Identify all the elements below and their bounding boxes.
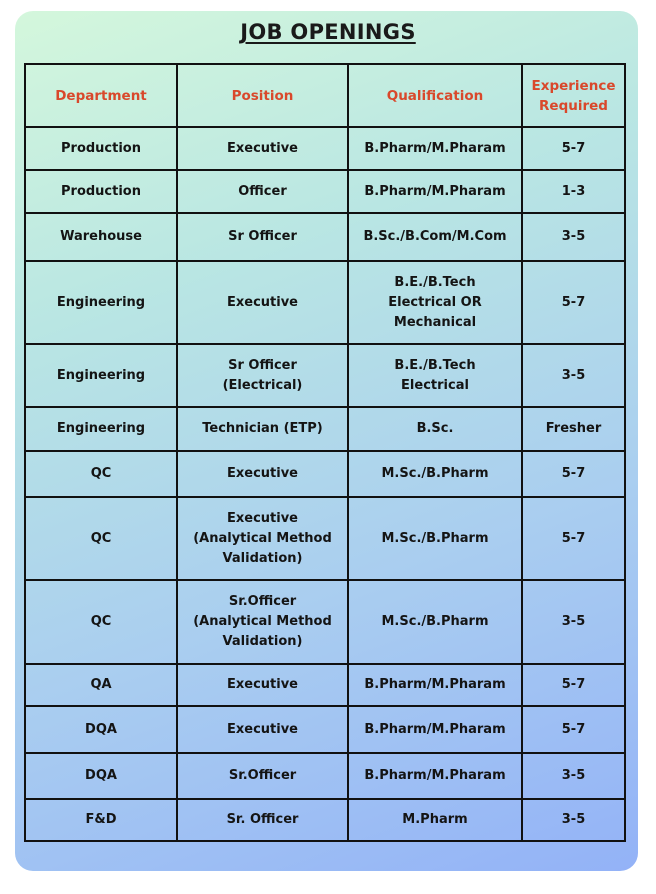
cell-position	[177, 213, 348, 261]
cell-qualification-line: B.Pharm/M.Pharam	[364, 183, 506, 199]
cell-position-line: Technician (ETP)	[202, 421, 323, 436]
cell-qualification-line: B.Pharm/M.Pharam	[364, 721, 506, 737]
cell-experience: 5-7	[522, 497, 625, 580]
cell-experience: 3-5	[522, 753, 625, 799]
cell-position-line: Sr.Officer	[228, 768, 297, 783]
cell-experience: 3-5	[522, 580, 625, 664]
cell-department: Warehouse	[25, 213, 177, 261]
cell-department: Production	[25, 170, 177, 213]
cell-position-line: Sr.Officer	[228, 594, 297, 609]
cell-qualification-line: B.Sc.	[416, 421, 454, 436]
header-experience	[522, 64, 625, 127]
cell-qualification-line: B.E./B.Tech	[394, 357, 476, 373]
cell-experience: 3-5	[522, 799, 625, 841]
cell-position-line: Officer	[238, 183, 287, 199]
table-row	[25, 580, 625, 664]
cell-position-line: (Electrical)	[222, 377, 303, 393]
cell-department: Engineering	[25, 344, 177, 407]
cell-position	[177, 497, 348, 580]
cell-position-line: Validation)	[222, 550, 303, 566]
page-title: JOB OPENINGS	[240, 20, 416, 44]
cell-qualification-line: M.Sc./B.Pharm	[381, 530, 489, 546]
cell-qualification	[348, 580, 522, 664]
table-row	[25, 753, 625, 799]
cell-qualification-line: B.Pharm/M.Pharam	[364, 768, 506, 783]
cell-position-line: Sr. Officer	[226, 812, 299, 827]
cell-position-line: Sr Officer	[228, 229, 297, 244]
cell-position	[177, 407, 348, 451]
cell-position	[177, 799, 348, 841]
table-row	[25, 170, 625, 213]
cell-qualification	[348, 706, 522, 753]
cell-qualification	[348, 407, 522, 451]
cell-position-line: Executive	[226, 466, 298, 481]
cell-position-line: (Analytical Method	[193, 530, 332, 546]
cell-qualification-line: B.Sc./B.Com/M.Com	[363, 229, 507, 244]
cell-qualification	[348, 213, 522, 261]
cell-department: DQA	[25, 706, 177, 753]
cell-position	[177, 664, 348, 706]
cell-experience: 5-7	[522, 706, 625, 753]
table-row	[25, 213, 625, 261]
cell-position	[177, 261, 348, 344]
cell-department: QC	[25, 497, 177, 580]
table-row	[25, 799, 625, 841]
cell-position	[177, 344, 348, 407]
cell-position	[177, 127, 348, 170]
table-row	[25, 664, 625, 706]
cell-experience: 5-7	[522, 127, 625, 170]
cell-position-line: Executive	[226, 721, 298, 737]
cell-qualification-line: M.Sc./B.Pharm	[381, 466, 489, 481]
cell-department: QC	[25, 451, 177, 497]
table-row	[25, 497, 625, 580]
cell-experience: 3-5	[522, 344, 625, 407]
cell-qualification	[348, 664, 522, 706]
table-row	[25, 407, 625, 451]
header-position: Position	[177, 64, 348, 127]
cell-experience: 5-7	[522, 664, 625, 706]
table-row	[25, 344, 625, 407]
table-row	[25, 706, 625, 753]
header-experience-line1: Experience	[531, 77, 616, 94]
cell-qualification	[348, 497, 522, 580]
cell-qualification-line: M.Pharm	[402, 812, 468, 827]
cell-department: Engineering	[25, 407, 177, 451]
cell-position	[177, 706, 348, 753]
cell-experience: 5-7	[522, 261, 625, 344]
cell-qualification-line: B.Pharm/M.Pharam	[364, 140, 506, 156]
cell-position-line: Executive	[226, 510, 298, 526]
header-department: Department	[25, 64, 177, 127]
cell-department: QA	[25, 664, 177, 706]
cell-qualification	[348, 753, 522, 799]
cell-qualification	[348, 799, 522, 841]
cell-qualification-line: B.Pharm/M.Pharam	[364, 677, 506, 692]
cell-experience: 3-5	[522, 213, 625, 261]
cell-qualification-line: Electrical OR	[388, 294, 482, 310]
job-openings-table	[24, 63, 626, 842]
cell-position-line: Executive	[226, 140, 298, 156]
table-row	[25, 261, 625, 344]
table-header-row	[25, 64, 625, 127]
cell-position-line: Executive	[226, 677, 298, 692]
cell-position	[177, 753, 348, 799]
cell-position-line: (Analytical Method	[193, 614, 332, 629]
cell-position-line: Executive	[226, 294, 298, 310]
cell-qualification	[348, 261, 522, 344]
cell-position	[177, 451, 348, 497]
cell-qualification	[348, 170, 522, 213]
cell-department: Production	[25, 127, 177, 170]
table-row	[25, 127, 625, 170]
cell-position-line: Sr Officer	[228, 357, 297, 373]
header-experience-line2: Required	[539, 97, 608, 114]
cell-experience: Fresher	[522, 407, 625, 451]
cell-position-line: Validation)	[222, 634, 303, 649]
table-row	[25, 451, 625, 497]
cell-experience: 5-7	[522, 451, 625, 497]
cell-experience: 1-3	[522, 170, 625, 213]
header-qualification: Qualification	[348, 64, 522, 127]
cell-department: DQA	[25, 753, 177, 799]
cell-department: Engineering	[25, 261, 177, 344]
cell-department: F&D	[25, 799, 177, 841]
cell-qualification	[348, 451, 522, 497]
cell-qualification	[348, 344, 522, 407]
cell-qualification	[348, 127, 522, 170]
cell-qualification-line: M.Sc./B.Pharm	[381, 614, 489, 629]
cell-position	[177, 170, 348, 213]
cell-position	[177, 580, 348, 664]
cell-department: QC	[25, 580, 177, 664]
cell-qualification-line: Mechanical	[393, 314, 477, 330]
cell-qualification-line: Electrical	[401, 377, 469, 393]
cell-qualification-line: B.E./B.Tech	[394, 274, 476, 290]
